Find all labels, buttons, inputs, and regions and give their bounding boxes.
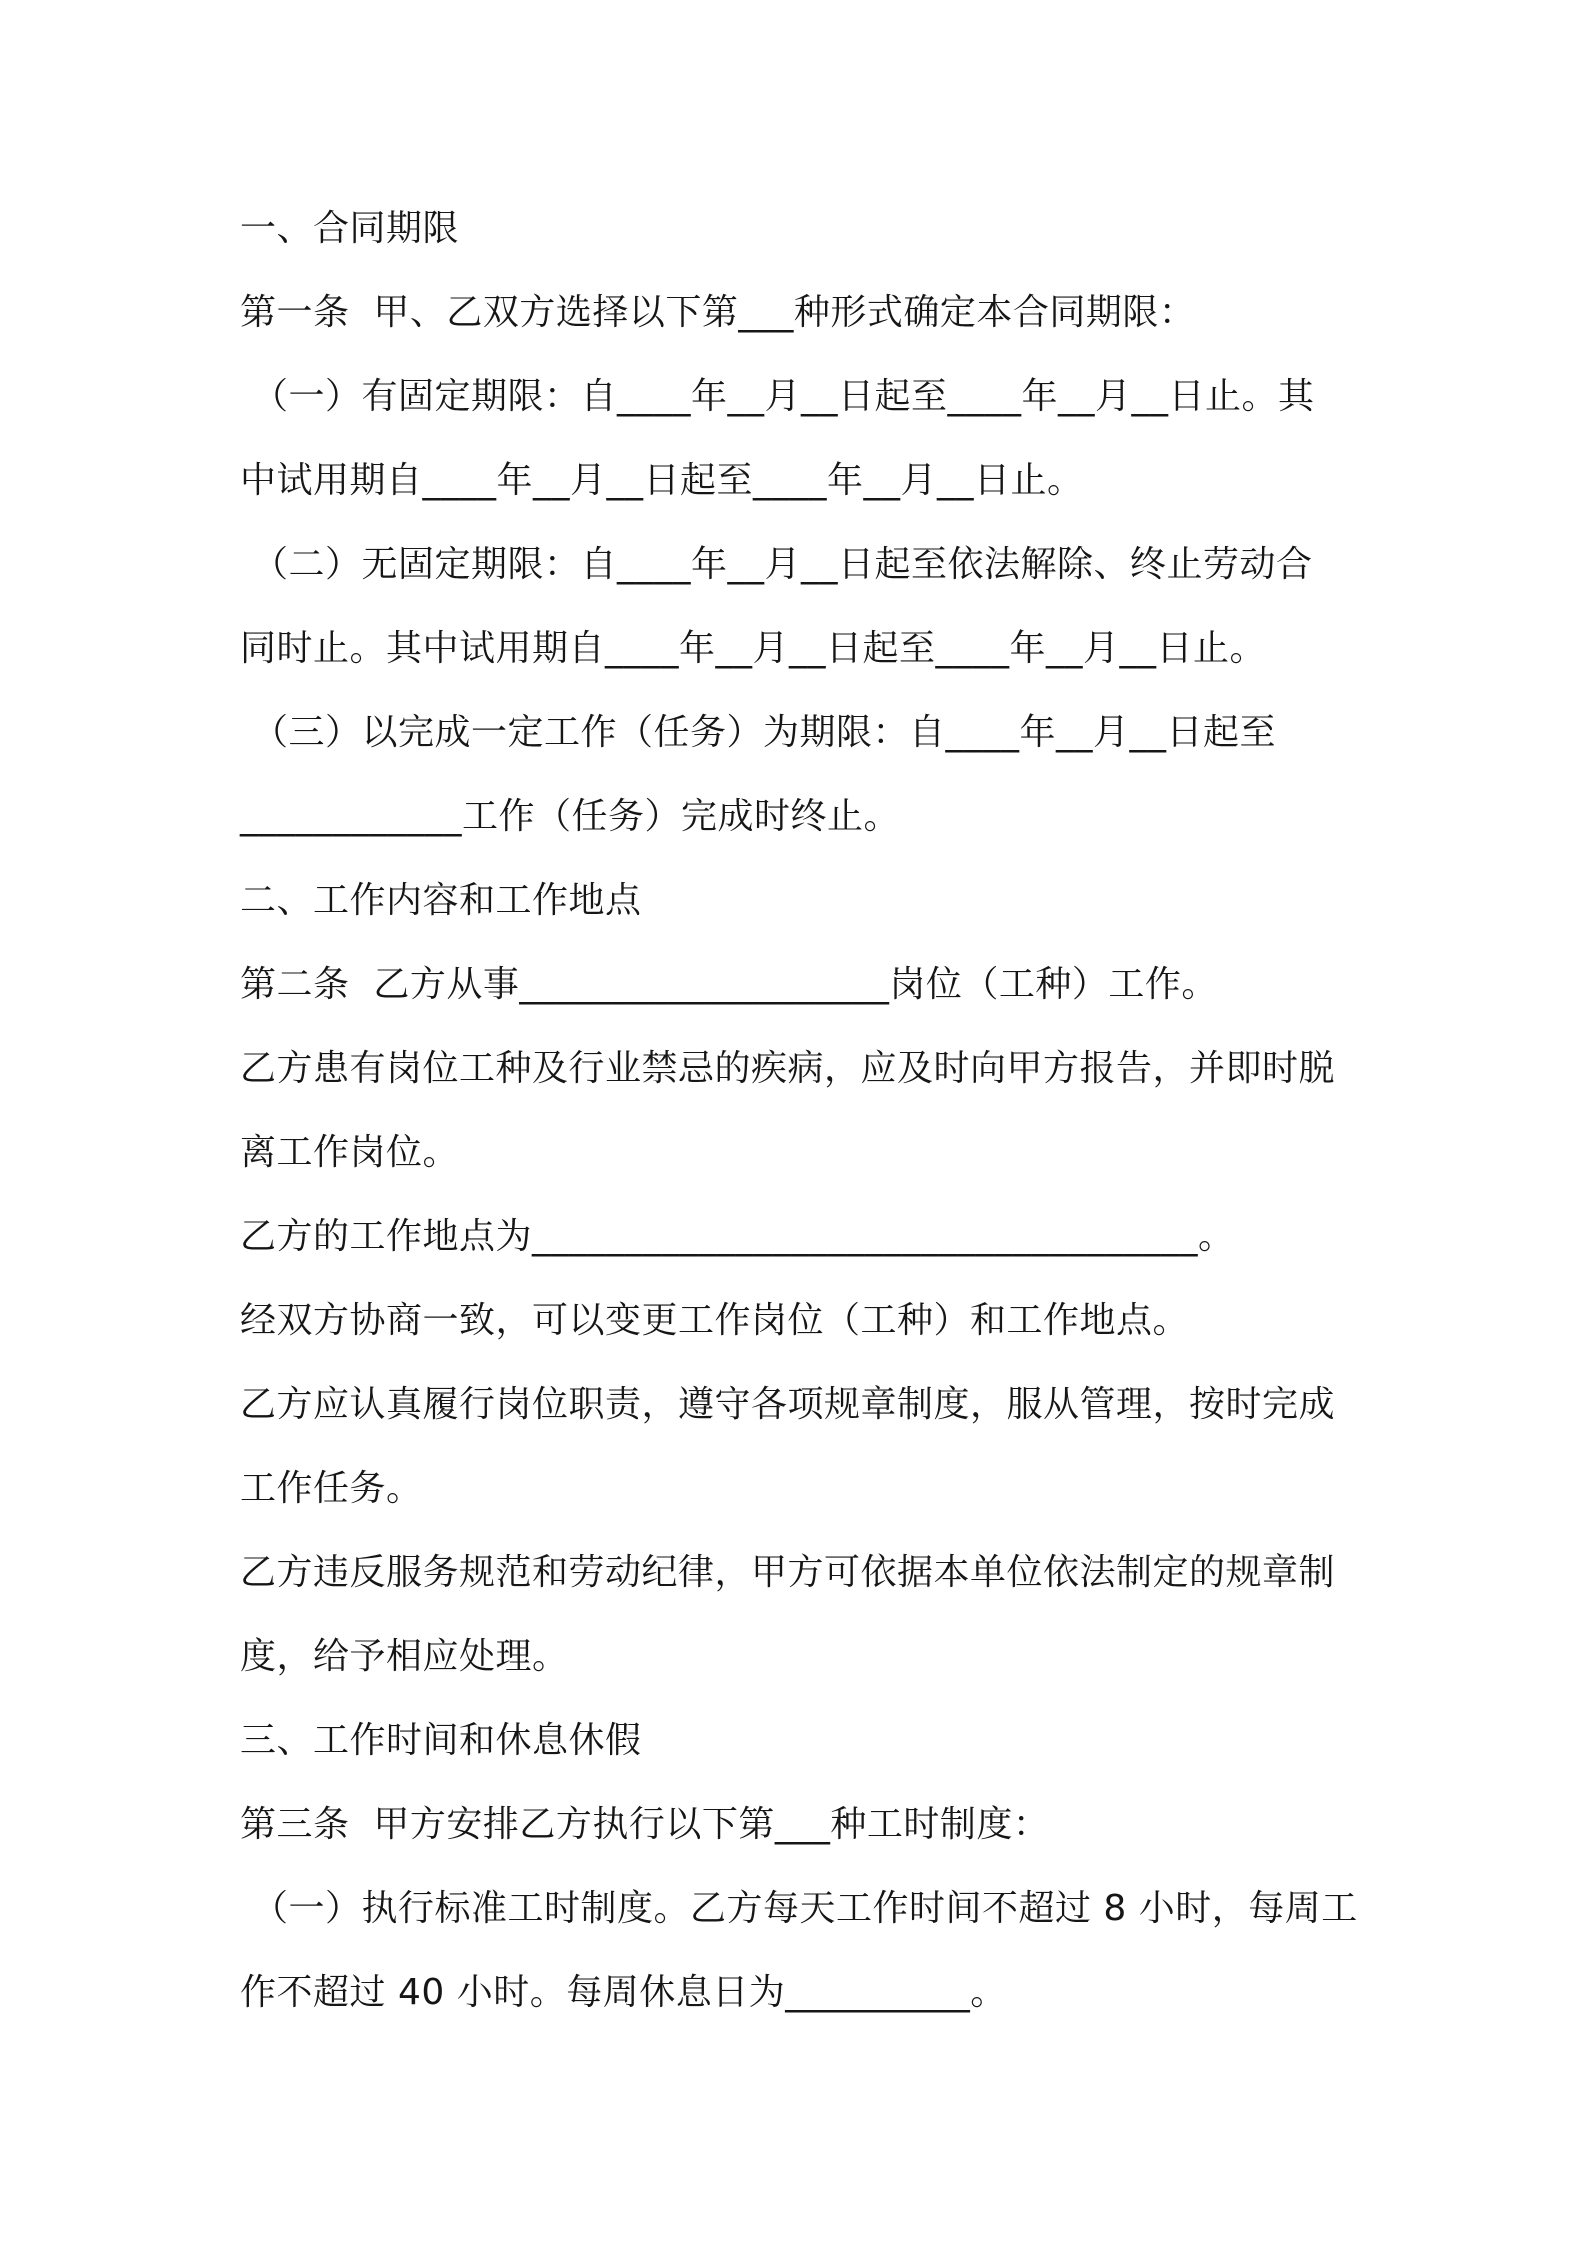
section-heading-work-content: 二、工作内容和工作地点: [240, 880, 642, 921]
article-1-item-3-line-2: ____________工作（任务）完成时终止。: [240, 796, 901, 837]
article-1-item-3-line-1: （三）以完成一定工作（任务）为期限：自____年__月__日起至: [240, 712, 1276, 753]
article-3-item-1-line-2: 作不超过 40 小时。每周休息日为__________。: [240, 1972, 1007, 2013]
paragraph-disease-line-1: 乙方患有岗位工种及行业禁忌的疾病，应及时向甲方报告，并即时脱: [240, 1048, 1336, 1089]
paragraph-change-by-agreement: 经双方协商一致，可以变更工作岗位（工种）和工作地点。: [240, 1300, 1190, 1341]
paragraph-disease-line-2: 离工作岗位。: [240, 1132, 460, 1173]
article-3-item-1-line-1: （一）执行标准工时制度。乙方每天工作时间不超过 8 小时，每周工: [240, 1888, 1358, 1929]
article-1: 第一条 甲、乙双方选择以下第___种形式确定本合同期限：: [240, 292, 1196, 333]
paragraph-violation-line-2: 度，给予相应处理。: [240, 1636, 569, 1677]
article-2: 第二条 乙方从事____________________岗位（工种）工作。: [240, 964, 1218, 1005]
paragraph-duties-line-2: 工作任务。: [240, 1468, 423, 1509]
section-heading-contract-term: 一、合同期限: [240, 208, 460, 249]
paragraph-violation-line-1: 乙方违反服务规范和劳动纪律，甲方可依据本单位依法制定的规章制: [240, 1552, 1336, 1593]
article-1-item-2-line-1: （二）无固定期限：自____年__月__日起至依法解除、终止劳动合: [240, 544, 1313, 585]
paragraph-work-location: 乙方的工作地点为____________________________________。: [240, 1216, 1235, 1257]
article-1-item-2-line-2: 同时止。其中试用期自____年__月__日起至____年__月__日止。: [240, 628, 1267, 669]
paragraph-duties-line-1: 乙方应认真履行岗位职责，遵守各项规章制度，服从管理，按时完成: [240, 1384, 1336, 1425]
section-heading-working-hours: 三、工作时间和休息休假: [240, 1720, 642, 1761]
article-1-item-1-line-1: （一）有固定期限：自____年__月__日起至____年__月__日止。其: [240, 376, 1315, 417]
article-1-item-1-line-2: 中试用期自____年__月__日起至____年__月__日止。: [240, 460, 1084, 501]
article-3: 第三条 甲方安排乙方执行以下第___种工时制度：: [240, 1804, 1050, 1845]
